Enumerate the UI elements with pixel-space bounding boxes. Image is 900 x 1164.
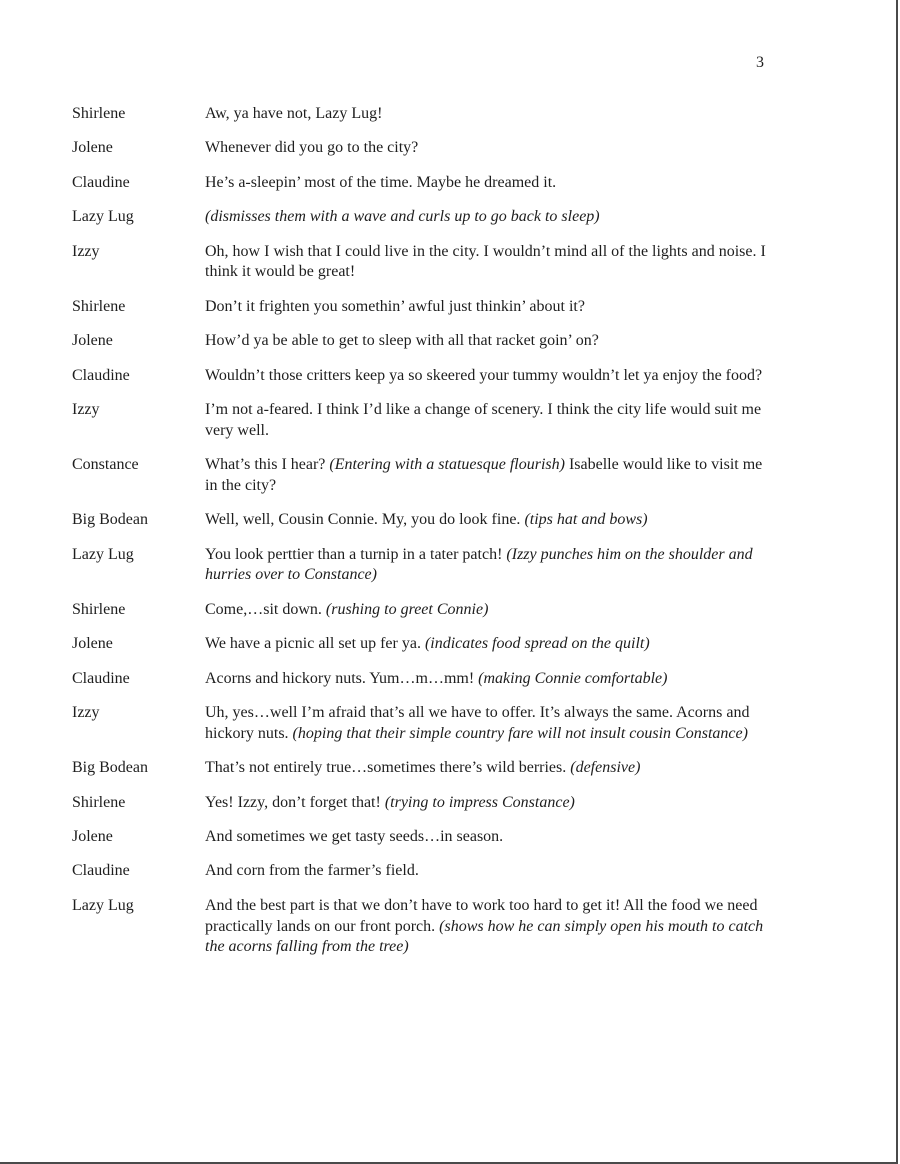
stage-direction: (Entering with a statuesque flourish): [329, 456, 565, 474]
speaker-name: Jolene: [72, 139, 113, 157]
page-number: 3: [756, 54, 764, 71]
spoken-text: What’s this I hear?: [205, 456, 330, 474]
stage-direction: (making Connie comfortable): [478, 669, 668, 687]
dialogue-text: [205, 242, 772, 284]
dialogue-line: [72, 634, 772, 655]
dialogue-text: [205, 758, 772, 779]
dialogue-line: [72, 793, 772, 814]
dialogue-line: [72, 104, 772, 125]
spoken-text: And sometimes we get tasty seeds…in season.: [205, 828, 504, 846]
dialogue-text: [205, 545, 772, 587]
spoken-text: Oh, how I wish that I could live in the city. I wouldn’t mind all of the lights and noise. I think it would be great!: [205, 242, 766, 281]
speaker-name: Lazy Lug: [72, 208, 134, 226]
speaker-name: Shirlene: [72, 105, 126, 122]
speaker-name: Jolene: [72, 332, 113, 350]
stage-direction: (shows how he can simply open his mouth to catch the acorns falling from the tree): [205, 917, 764, 956]
dialogue-text: [205, 600, 772, 621]
spoken-text: Acorns and hickory nuts. Yum…m…mm!: [205, 669, 479, 687]
speaker-name: Big Bodean: [72, 511, 148, 529]
speaker-name: Claudine: [72, 669, 130, 687]
speaker-name: Shirlene: [72, 297, 126, 315]
dialogue-line: [72, 455, 772, 497]
dialogue-line: [72, 545, 772, 587]
dialogue-text: [205, 297, 772, 318]
spoken-text: Well, well, Cousin Connie. My, you do look fine.: [205, 511, 525, 529]
speaker-name: Jolene: [72, 828, 113, 846]
dialogue-line: [72, 896, 772, 958]
dialogue-text: [205, 207, 772, 228]
spoken-text: Aw, ya have not, Lazy Lug!: [205, 105, 383, 122]
dialogue-text: [205, 510, 772, 531]
dialogue-line: [72, 758, 772, 779]
dialogue-text: [205, 861, 772, 882]
dialogue-line: [72, 173, 772, 194]
stage-direction: (hoping that their simple country fare will not insult cousin Constance): [292, 724, 748, 742]
dialogue-line: [72, 242, 772, 284]
speaker-name: Izzy: [72, 242, 100, 260]
stage-direction: (indicates food spread on the quilt): [424, 635, 650, 653]
dialogue-text: [205, 896, 772, 958]
speaker-name: Lazy Lug: [72, 896, 134, 914]
dialogue-line: [72, 400, 772, 442]
spoken-text: That’s not entirely true…sometimes there’s wild berries.: [205, 759, 571, 777]
dialogue-line: [72, 703, 772, 745]
dialogue-line: [72, 138, 772, 159]
stage-direction: (dismisses them with a wave and curls up to go back to sleep): [205, 208, 600, 226]
speaker-name: Claudine: [72, 173, 130, 191]
spoken-text: And corn from the farmer’s field.: [205, 862, 419, 880]
stage-direction: (tips hat and bows): [524, 511, 648, 529]
speaker-name: Shirlene: [72, 793, 126, 811]
stage-direction: (Izzy punches him on the shoulder and hurries over to Constance): [205, 545, 753, 584]
speaker-name: Jolene: [72, 635, 113, 653]
dialogue-text: [205, 331, 772, 352]
dialogue-list: [72, 104, 772, 972]
spoken-text: Wouldn’t those critters keep ya so skeered your tummy wouldn’t let ya enjoy the food?: [205, 366, 763, 384]
dialogue-text: [205, 703, 772, 745]
speaker-name: Izzy: [72, 400, 100, 418]
spoken-text: Uh, yes…well I’m afraid that’s all we have to offer. It’s always the same. Acorns and hickory nuts.: [205, 704, 750, 742]
dialogue-text: [205, 827, 772, 848]
dialogue-line: [72, 207, 772, 228]
dialogue-text: [205, 455, 772, 497]
dialogue-line: [72, 669, 772, 690]
spoken-text: Isabelle would like to visit me in the city?: [205, 456, 763, 494]
speaker-name: Izzy: [72, 704, 100, 722]
stage-direction: (defensive): [570, 759, 641, 777]
spoken-text: How’d ya be able to get to sleep with all that racket goin’ on?: [205, 332, 599, 350]
dialogue-line: [72, 331, 772, 352]
speaker-name: Shirlene: [72, 600, 126, 618]
stage-direction: (trying to impress Constance): [384, 793, 575, 811]
dialogue-line: [72, 297, 772, 318]
spoken-text: Whenever did you go to the city?: [205, 139, 419, 157]
speaker-name: Constance: [72, 456, 139, 474]
dialogue-text: [205, 366, 772, 387]
speaker-name: Lazy Lug: [72, 545, 134, 563]
dialogue-line: [72, 366, 772, 387]
dialogue-text: [205, 400, 772, 442]
spoken-text: Don’t it frighten you somethin’ awful just thinkin’ about it?: [205, 297, 585, 315]
spoken-text: He’s a-sleepin’ most of the time. Maybe he dreamed it.: [205, 173, 557, 191]
spoken-text: And the best part is that we don’t have to work too hard to get it! All the food we need practically lands on our front porch.: [205, 896, 758, 935]
dialogue-text: [205, 104, 772, 125]
dialogue-line: [72, 510, 772, 531]
spoken-text: I’m not a-feared. I think I’d like a change of scenery. I think the city life would suit me very well.: [205, 400, 762, 439]
dialogue-text: [205, 138, 772, 159]
stage-direction: (rushing to greet Connie): [325, 600, 489, 618]
dialogue-line: [72, 600, 772, 621]
speaker-name: Claudine: [72, 862, 130, 880]
spoken-text: We have a picnic all set up fer ya.: [205, 635, 425, 653]
spoken-text: Yes! Izzy, don’t forget that!: [205, 793, 385, 811]
speaker-name: Claudine: [72, 366, 130, 384]
dialogue-text: [205, 793, 772, 814]
speaker-name: Big Bodean: [72, 759, 148, 777]
dialogue-line: [72, 827, 772, 848]
dialogue-text: [205, 669, 772, 690]
spoken-text: Come,…sit down.: [205, 600, 326, 618]
spoken-text: You look perttier than a turnip in a tater patch!: [205, 545, 507, 563]
dialogue-text: [205, 634, 772, 655]
dialogue-line: [72, 861, 772, 882]
dialogue-text: [205, 173, 772, 194]
